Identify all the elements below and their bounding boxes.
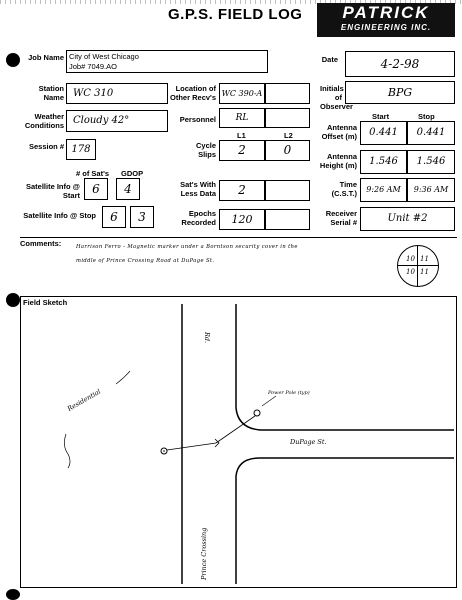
road-label-top: Rd. <box>203 332 211 344</box>
road-edge-right-curb <box>236 304 454 430</box>
job-name-line1: City of West Chicago <box>69 52 139 61</box>
antenna-height-stop: 1.546 <box>416 156 446 167</box>
sat-info-start-label: Satellite Info @ Start <box>26 182 80 200</box>
weather-box[interactable] <box>66 110 168 132</box>
road-label-dupage: DuPage St. <box>290 438 327 446</box>
offset-line-1 <box>167 443 216 450</box>
company-logo <box>317 3 455 37</box>
pole-leader-line <box>262 396 276 406</box>
road-label-prince: Prince Crossing <box>200 527 208 580</box>
station-name-box[interactable] <box>66 83 168 104</box>
cycle-slips-l1: 2 <box>238 143 246 157</box>
punch-hole-middle <box>6 293 20 307</box>
num-sats-header: # of Sat's <box>76 169 110 178</box>
personnel-box-2[interactable] <box>265 108 310 128</box>
sats-less-box-2[interactable] <box>265 180 310 201</box>
session-circle <box>397 245 439 287</box>
weather-label: Weather Conditions <box>24 112 64 130</box>
offset-line-2 <box>216 416 255 443</box>
antenna-height-stop-box[interactable] <box>407 150 455 174</box>
initials-box[interactable] <box>345 81 455 104</box>
sat-stop-num: 6 <box>110 210 118 224</box>
initials-value: BPG <box>387 86 413 99</box>
residential-leader-top <box>116 371 130 384</box>
time-start-box[interactable] <box>360 178 407 202</box>
sat-stop-gdop: 3 <box>138 210 146 224</box>
location-label: Location of Other Recv's <box>170 84 216 102</box>
cycle-slips-l2-box[interactable] <box>265 140 310 161</box>
logo-subtitle: ENGINEERING INC. <box>340 23 432 32</box>
comments-separator <box>20 237 457 238</box>
antenna-offset-stop: 0.441 <box>416 127 446 138</box>
power-pole-label: Power Pole (typ) <box>268 390 310 396</box>
time-stop-box[interactable] <box>407 178 455 202</box>
circle-bottom-left: 10 <box>406 268 415 276</box>
epochs-box-2[interactable] <box>265 209 310 230</box>
residential-leader-bottom <box>64 434 70 468</box>
cycle-slips-l1-box[interactable] <box>219 140 265 161</box>
circle-vertical-divider <box>417 246 418 286</box>
circle-horizontal-divider <box>398 265 438 266</box>
l1-label: L1 <box>237 131 246 140</box>
session-label: Session # <box>28 142 64 151</box>
date-label: Date <box>321 55 338 64</box>
circle-top-left: 10 <box>406 255 415 263</box>
sat-start-num-box[interactable] <box>84 178 108 200</box>
antenna-offset-start-box[interactable] <box>360 121 407 145</box>
station-name-value: WC 310 <box>73 88 114 99</box>
gdop-header: GDOP <box>121 169 144 178</box>
comment-line-1: Harrison Ferro - Magnetic marker under a Borntson security cover in the <box>76 244 298 250</box>
sat-start-gdop-box[interactable] <box>116 178 140 200</box>
station-name-label: Station Name <box>38 84 64 102</box>
power-pole-icon <box>254 410 260 416</box>
start-label: Start <box>372 112 390 121</box>
epochs-box-1[interactable] <box>219 209 265 230</box>
location-box-2[interactable] <box>265 83 310 104</box>
field-sketch-drawing <box>20 296 457 588</box>
receiver-label: Receiver Serial # <box>325 209 357 227</box>
date-value: 4-2-98 <box>380 57 420 71</box>
page-title: G.P.S. FIELD LOG <box>168 6 303 23</box>
receiver-value: Unit #2 <box>387 213 428 224</box>
sat-start-gdop: 4 <box>124 182 132 196</box>
antenna-height-start: 1.546 <box>369 156 398 167</box>
time-stop: 9:36 AM <box>413 185 449 194</box>
time-label: Time (C.S.T.) <box>331 180 357 198</box>
antenna-height-label: Antenna Height (m) <box>319 152 357 170</box>
personnel-label: Personnel <box>179 115 216 124</box>
job-name-line2: Job# 7049.AO <box>69 62 117 71</box>
road-edge-right-lower <box>236 458 454 584</box>
personnel-box-1[interactable] <box>219 108 265 128</box>
epochs-value: 120 <box>231 213 253 226</box>
antenna-offset-stop-box[interactable] <box>407 121 455 145</box>
cycle-slips-l2: 0 <box>283 143 292 157</box>
job-name-box[interactable] <box>66 50 268 73</box>
location-box-1[interactable] <box>219 83 265 104</box>
circle-bottom-right: 11 <box>420 268 429 276</box>
session-box[interactable] <box>66 139 96 160</box>
sat-stop-num-box[interactable] <box>102 206 126 228</box>
time-start: 9:26 AM <box>366 185 401 194</box>
field-sketch-label: Field Sketch <box>23 298 68 307</box>
personnel-value: RL <box>235 113 249 123</box>
sats-less-value: 2 <box>238 183 246 197</box>
sat-info-stop-label: Satellite Info @ Stop <box>23 211 96 220</box>
l2-label: L2 <box>284 131 293 140</box>
epochs-label: Epochs Recorded <box>181 209 216 227</box>
initials-label: Initials of Observer <box>320 84 353 111</box>
location-value: WC 390-A <box>221 89 263 98</box>
survey-point-center <box>163 450 165 452</box>
residential-label: Residential <box>66 387 103 413</box>
punch-hole-top <box>6 53 20 67</box>
sats-less-label: Sat's With Less Data <box>180 180 216 198</box>
job-name-label: Job Name <box>28 53 64 62</box>
cycle-slips-label: Cycle Slips <box>195 141 216 159</box>
punch-hole-bottom <box>6 589 20 600</box>
stop-label: Stop <box>418 112 435 121</box>
circle-top-right: 11 <box>420 255 429 263</box>
antenna-offset-start: 0.441 <box>369 127 398 138</box>
antenna-offset-label: Antenna Offset (m) <box>321 123 357 141</box>
comments-label: Comments: <box>20 239 62 248</box>
session-value: 178 <box>71 144 91 155</box>
receiver-box[interactable] <box>360 207 455 231</box>
sat-stop-gdop-box[interactable] <box>130 206 154 228</box>
weather-value: Cloudy 42° <box>73 115 130 126</box>
sat-start-num: 6 <box>92 182 100 196</box>
logo-name: PATRICK <box>342 3 430 22</box>
comment-line-2: middle of Prince Crossing Road at DuPage St. <box>76 258 215 264</box>
sats-less-box-1[interactable] <box>219 180 265 201</box>
antenna-height-start-box[interactable] <box>360 150 407 174</box>
date-box[interactable] <box>345 51 455 77</box>
